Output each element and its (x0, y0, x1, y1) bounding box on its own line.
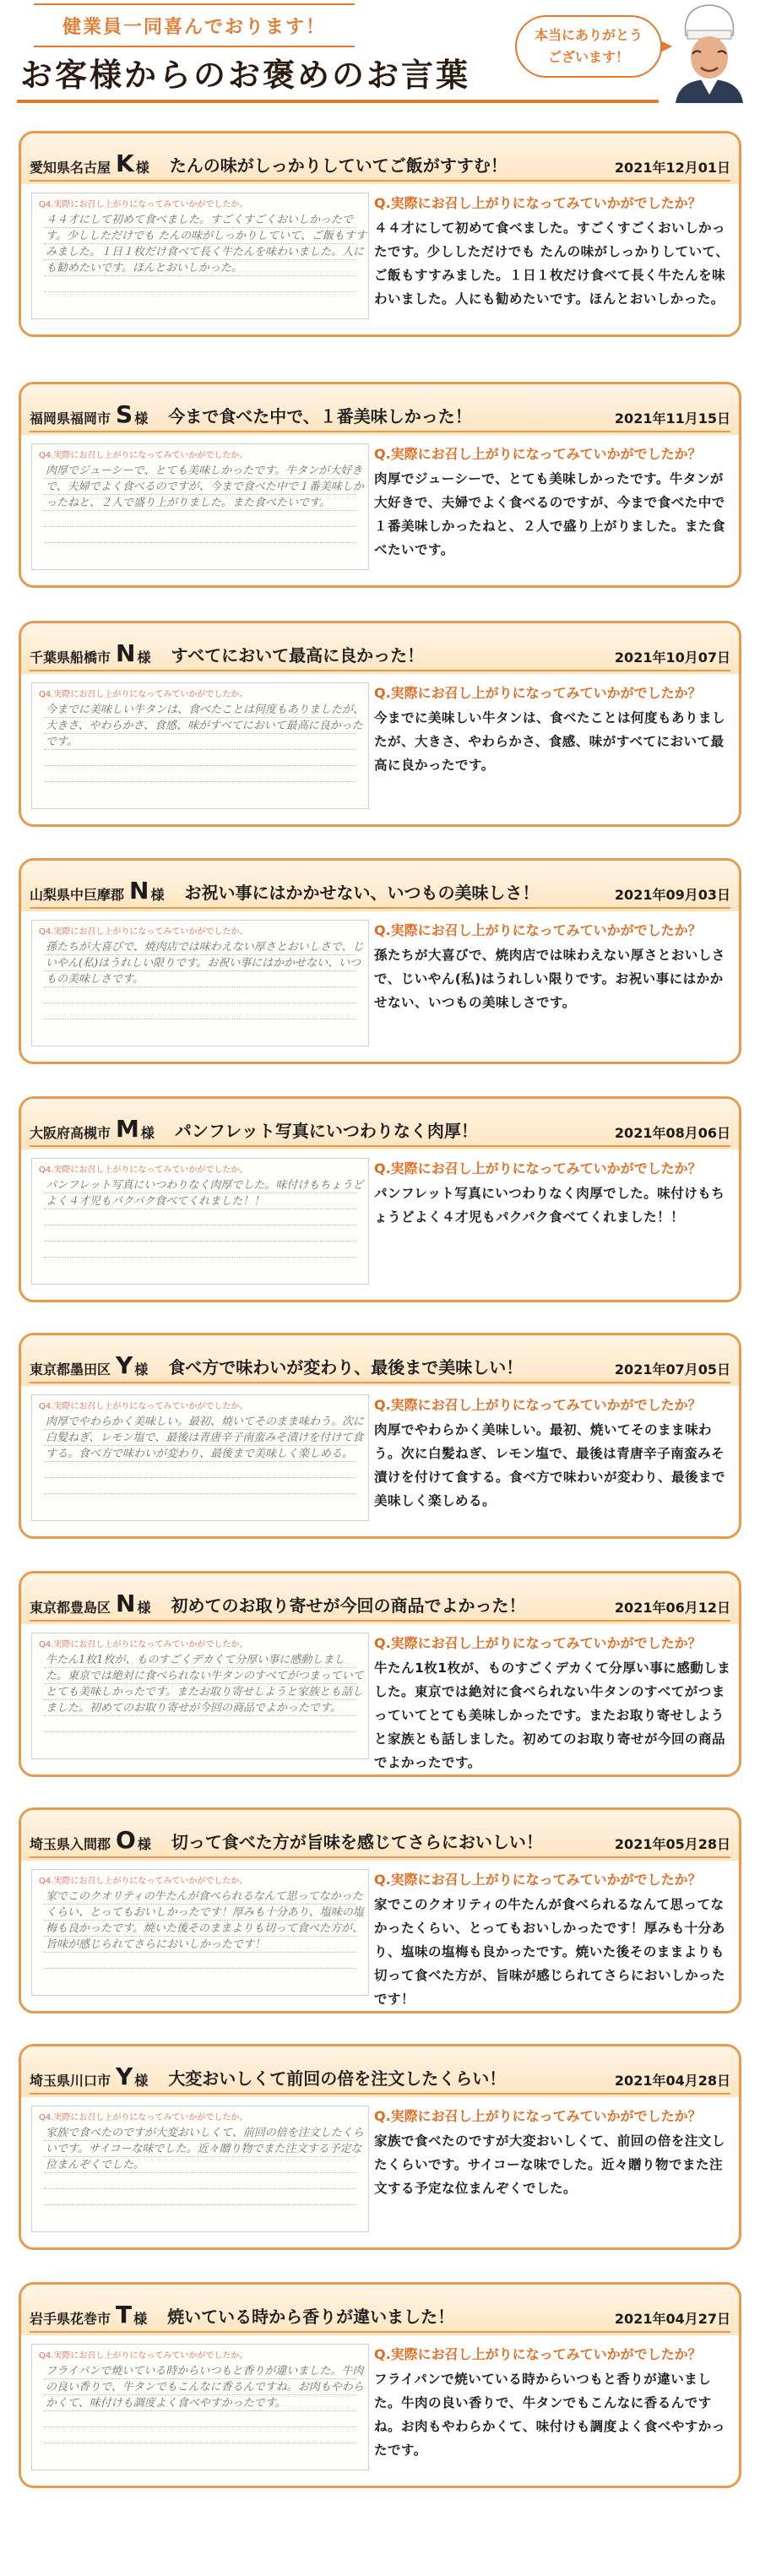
page-title: お客様からのお褒めのお言葉 (20, 56, 471, 94)
scan-rule (44, 781, 356, 782)
review-location: 大阪府高槻市 (30, 1125, 111, 1141)
scan-question: Q4.実際にお召し上がりになってみていかがでしたか。 (39, 451, 248, 460)
scan-rule (44, 2204, 356, 2205)
review-date: 2021年05月28日 (614, 1836, 730, 1852)
bubble-line-2: ございます！ (547, 49, 629, 65)
review-card (19, 131, 741, 337)
honorific: 様 (134, 2073, 149, 2089)
review-question: Q.実際にお召し上がりになってみていかがでしたか？ (374, 1397, 702, 1413)
handwritten-questionnaire-scan (31, 2344, 369, 2470)
review-answer: 肉厚でジューシーで、とても美味しかったです。牛タンが大好きで、夫婦でよく食べるのですが、今まで食べた中で１番美味しかったねと、２人で盛り上がりました。また食べたいです。 (374, 471, 726, 557)
handwritten-answer: パンフレット写真にいつわりなく肉厚でした。味付けもちょうどよく４才児もパクパク食べてくれました！！ (46, 1179, 364, 1208)
scan-question: Q4.実際にお召し上がりになってみていかがでしたか。 (39, 2351, 248, 2361)
handwritten-questionnaire-scan (31, 1158, 369, 1285)
scan-rule (44, 1225, 356, 1226)
scan-question: Q4.実際にお召し上がりになってみていかがでしたか。 (39, 1877, 248, 1886)
review-headline: パンフレット写真にいつわりなく肉厚！ (174, 1121, 478, 1141)
review-card (19, 382, 741, 588)
reviewer-initial: O (116, 1826, 136, 1854)
chef-portrait (667, 2, 752, 103)
review-header (30, 2057, 730, 2095)
handwritten-questionnaire-scan (31, 1869, 369, 1996)
review-header (30, 144, 730, 182)
review-location: 千葉県船橋市 (30, 649, 111, 666)
honorific: 様 (137, 1836, 151, 1852)
handwritten-answer: 肉厚でやわらかく美味しい。最初、焼いてそのまま味わう。次に白髪ねぎ、レモン塩で、最後は青唐辛子南蛮みそ漬けを付けて食する。食べ方で味わいが変わり、最後まで美味しく楽しめる。 (46, 1416, 365, 1460)
scan-rule (44, 765, 356, 766)
review-location: 岩手県花巻市 (30, 2311, 111, 2327)
review-date: 2021年04月28日 (614, 2073, 730, 2089)
scan-rule (44, 542, 356, 543)
honorific: 様 (133, 2311, 148, 2327)
review-answer: 孫たちが大喜びで、焼肉店では味わえない厚さとおいしさで、じいやん(私)はうれしい限りです。お祝い事にはかかせない、いつもの美味しさです。 (374, 948, 725, 1010)
handwritten-questionnaire-scan (31, 443, 369, 570)
speech-bubble (515, 15, 662, 78)
review-location: 埼玉県川口市 (30, 2073, 111, 2089)
handwritten-questionnaire-scan (31, 1394, 369, 1521)
reviewer-initial: N (116, 1590, 136, 1617)
review-date: 2021年11月15日 (614, 410, 730, 427)
handwritten-answer: 孫たちが大喜びで、焼肉店では味わえない厚さとおいしさで、じいやん(私)はうれしい限りです。お祝い事にはかかせない、いつもの美味しさです。 (46, 941, 364, 986)
review-answer: 牛たん1枚1枚が、ものすごくデカくて分厚い事に感動しました。東京では絶対に食べられない牛タンのすべてがつまっていてとても美味しかったです。またお取り寄せしようと家族とも話しました。初めてのお取り寄せが今回の商品でよかったです。 (374, 1660, 731, 1770)
scan-rule (44, 526, 356, 527)
review-question: Q.実際にお召し上がりになってみていかがでしたか？ (374, 195, 702, 211)
scan-question: Q4.実際にお召し上がりになってみていかがでしたか。 (39, 2113, 248, 2122)
scan-rule (44, 1968, 356, 1969)
review-headline: たんの味がしっかりしていてご飯がすすむ！ (169, 155, 508, 176)
review-question: Q.実際にお召し上がりになってみていかがでしたか？ (374, 446, 702, 462)
scan-rule (44, 1257, 356, 1258)
review-date: 2021年12月01日 (614, 160, 730, 176)
handwritten-questionnaire-scan (31, 682, 369, 809)
review-location: 埼玉県入間郡 (30, 1836, 111, 1852)
review-question: Q.実際にお召し上がりになってみていかがでしたか？ (374, 1160, 702, 1177)
review-location: 愛知県名古屋 (30, 160, 111, 176)
reviewer-initial: T (116, 2301, 133, 2329)
review-headline: 初めてのお取り寄せが今回の商品でよかった！ (171, 1595, 526, 1616)
review-location: 山梨県中巨摩郡 (30, 887, 125, 903)
review-card (19, 1096, 741, 1302)
handwritten-questionnaire-scan (31, 1633, 369, 1759)
scan-rule (44, 1493, 356, 1494)
handwritten-answer: 牛たん1枚1枚が、ものすごくデカくて分厚い事に感動しました。東京では絶対に食べられない牛タンのすべてがつまっていてとても美味しかったです。またお取り寄せしようと家族とも話しました。初めてのお取り寄せが今回の商品でよかったです。 (46, 1654, 364, 1715)
reviewer-initial: N (129, 877, 149, 905)
review-card (19, 1571, 741, 1777)
review-question: Q.実際にお召し上がりになってみていかがでしたか？ (374, 1635, 702, 1651)
handwritten-questionnaire-scan (31, 920, 369, 1046)
honorific: 様 (137, 649, 151, 666)
review-headline: 大変おいしくて前回の倍を注文したくらい！ (168, 2068, 507, 2089)
reviewer-initial: Y (116, 1351, 133, 1379)
review-date: 2021年04月27日 (614, 2311, 730, 2327)
review-header (30, 634, 730, 671)
title-underline (17, 100, 659, 103)
review-header (30, 1346, 730, 1383)
review-header (30, 1110, 730, 1147)
review-card (19, 1333, 741, 1539)
reviewer-initial: N (116, 639, 136, 667)
tagline (34, 3, 355, 47)
reviewer-initial: M (116, 1115, 139, 1143)
review-header (30, 872, 730, 909)
honorific: 様 (134, 410, 149, 427)
review-date: 2021年09月03日 (614, 887, 730, 903)
review-answer: ４４才にして初めて食べました。すごくすごくおいしかったです。少ししただけでも たんの味がしっかりしていて、ご飯もすすみました。１日１枚だけ食べて長く牛たんを味わいました。人にも勧めたいです。ほんとおいしかった。 (374, 220, 730, 307)
scan-question: Q4.実際にお召し上がりになってみていかがでしたか。 (39, 927, 248, 937)
review-date: 2021年08月06日 (614, 1125, 730, 1141)
reviewer-initial: Y (116, 2062, 133, 2090)
review-header (30, 2296, 730, 2333)
page-header (0, 0, 760, 110)
handwritten-answer: ４４才にして初めて食べました。すごくすごくおいしかったです。少ししただけでも たんの味がしっかりしていて、ご飯もすすみました。１日１枚だけ食べて長く牛たんを味わいました。人にも勧めたいです。ほんとおいしかった。 (46, 214, 366, 274)
handwritten-questionnaire-scan (31, 2106, 369, 2232)
scan-question: Q4.実際にお召し上がりになってみていかがでしたか。 (39, 200, 248, 209)
review-question: Q.実際にお召し上がりになってみていかがでしたか？ (374, 685, 702, 701)
review-answer: パンフレット写真にいつわりなく肉厚でした。味付けもちょうどよく４才児もパクパク食べてくれました！！ (374, 1186, 725, 1225)
honorific: 様 (137, 1600, 151, 1616)
handwritten-answer: 家でこのクオリティの牛たんが食べられるなんて思ってなかったくらい、とってもおいしかったです！厚みも十分あり、塩味の塩梅も良かったです。焼いた後そのままよりも切って食べた方が、旨味が感じられてさらにおいしかったです！ (46, 1890, 364, 1951)
reviewer-initial: S (116, 400, 133, 428)
review-date: 2021年06月12日 (614, 1600, 730, 1616)
scan-question: Q4.実際にお召し上がりになってみていかがでしたか。 (39, 1166, 248, 1175)
review-headline: お祝い事にはかかせない、いつもの美味しさ！ (184, 883, 540, 903)
review-question: Q.実際にお召し上がりになってみていかがでしたか？ (374, 2346, 702, 2362)
review-location: 東京都豊島区 (30, 1600, 111, 1616)
handwritten-answer: 家族で食べたのですが大変おいしくて、前回の倍を注文したくらいです。サイコーな味でした。近々贈り物でまた注文する予定な位まんぞくでした。 (46, 2127, 364, 2171)
review-location: 福岡県福岡市 (30, 410, 111, 427)
scan-rule (44, 2188, 356, 2189)
review-headline: すべてにおいて最高に良かった！ (171, 645, 425, 666)
review-answer: 肉厚でやわらかく美味しい。最初、焼いてそのまま味わう。次に白髪ねぎ、レモン塩で、最後は青唐辛子南蛮みそ漬けを付けて食する。食べ方で味わいが変わり、最後まで美味しく楽しめる。 (374, 1422, 726, 1508)
tagline-text: 健業員一同喜んでおります！ (62, 16, 326, 38)
honorific: 様 (135, 160, 149, 176)
review-headline: 食べ方で味わいが変わり、最後まで美味しい！ (168, 1357, 524, 1378)
handwritten-questionnaire-scan (31, 193, 369, 319)
review-answer: フライパンで焼いている時からいつもと香りが違いました。牛肉の良い香りで、牛タンでもこんなに香るんですね。お肉もやわらかくて、味付けも調度よく食べやすかったです。 (374, 2372, 725, 2458)
review-card (19, 1807, 741, 2014)
review-date: 2021年10月07日 (614, 649, 730, 666)
review-card (19, 2282, 741, 2488)
review-card (19, 858, 741, 1064)
review-location: 東京都墨田区 (30, 1361, 111, 1378)
review-question: Q.実際にお召し上がりになってみていかがでしたか？ (374, 922, 702, 938)
review-headline: 今まで食べた中で、１番美味しかった！ (168, 406, 472, 427)
scan-question: Q4.実際にお召し上がりになってみていかがでしたか。 (39, 1640, 248, 1649)
reviewer-initial: K (116, 149, 134, 177)
review-card (19, 621, 741, 827)
honorific: 様 (150, 887, 165, 903)
honorific: 様 (134, 1361, 149, 1378)
scan-question: Q4.実際にお召し上がりになってみていかがでしたか。 (39, 1402, 248, 1411)
review-header (30, 395, 730, 432)
handwritten-answer: 肉厚でジューシーで、とても美味しかったです。牛タンが大好きで、夫婦でよく食べるのですが、今まで食べた中で１番美味しかったねと、２人で盛り上がりました。また食べたいです。 (46, 465, 364, 509)
bubble-line-1: 本当にありがとう (534, 27, 643, 43)
review-header (30, 1584, 730, 1622)
review-answer: 家族で食べたのですが大変おいしくて、前回の倍を注文したくらいです。サイコーな味でした。近々贈り物でまた注文する予定な位まんぞくでした。 (374, 2133, 725, 2196)
handwritten-answer: フライパンで焼いている時からいつもと香りが違いました。牛肉の良い香りで、牛タンでもこんなに香るんですね。お肉もやわらかくて、味付けも調度よく食べやすかったです。 (46, 2365, 364, 2410)
review-card (19, 2044, 741, 2250)
scan-rule (44, 1731, 356, 1732)
handwritten-answer: 今までに美味しい牛タンは、食べたことは何度もありましたが、大きさ、やわらかさ、食感、味がすべてにおいて最高に良かったです。 (46, 704, 365, 748)
honorific: 様 (140, 1125, 155, 1141)
review-answer: 家でこのクオリティの牛たんが食べられるなんて思ってなかったくらい、とってもおいしかったです！厚みも十分あり、塩味の塩梅も良かったです。焼いた後そのままよりも切って食べた方が、旨味が感じられてさらにおいしかったです！ (374, 1897, 726, 2007)
scan-rule (44, 291, 356, 292)
scan-question: Q4.実際にお召し上がりになってみていかがでしたか。 (39, 690, 248, 699)
review-headline: 切って食べた方が旨味を感じてさらにおいしい！ (171, 1832, 543, 1852)
review-headline: 焼いている時から香りが違いました！ (167, 2307, 455, 2327)
scan-rule (44, 1241, 356, 1242)
scan-rule (44, 1477, 356, 1478)
review-question: Q.実際にお召し上がりになってみていかがでしたか？ (374, 2108, 702, 2124)
review-header (30, 1821, 730, 1858)
review-answer: 今までに美味しい牛タンは、食べたことは何度もありましたが、大きさ、やわらかさ、食感、味がすべてにおいて最高に良かったです。 (374, 710, 726, 773)
review-date: 2021年07月05日 (614, 1361, 730, 1378)
review-question: Q.実際にお召し上がりになってみていかがでしたか？ (374, 1872, 702, 1888)
